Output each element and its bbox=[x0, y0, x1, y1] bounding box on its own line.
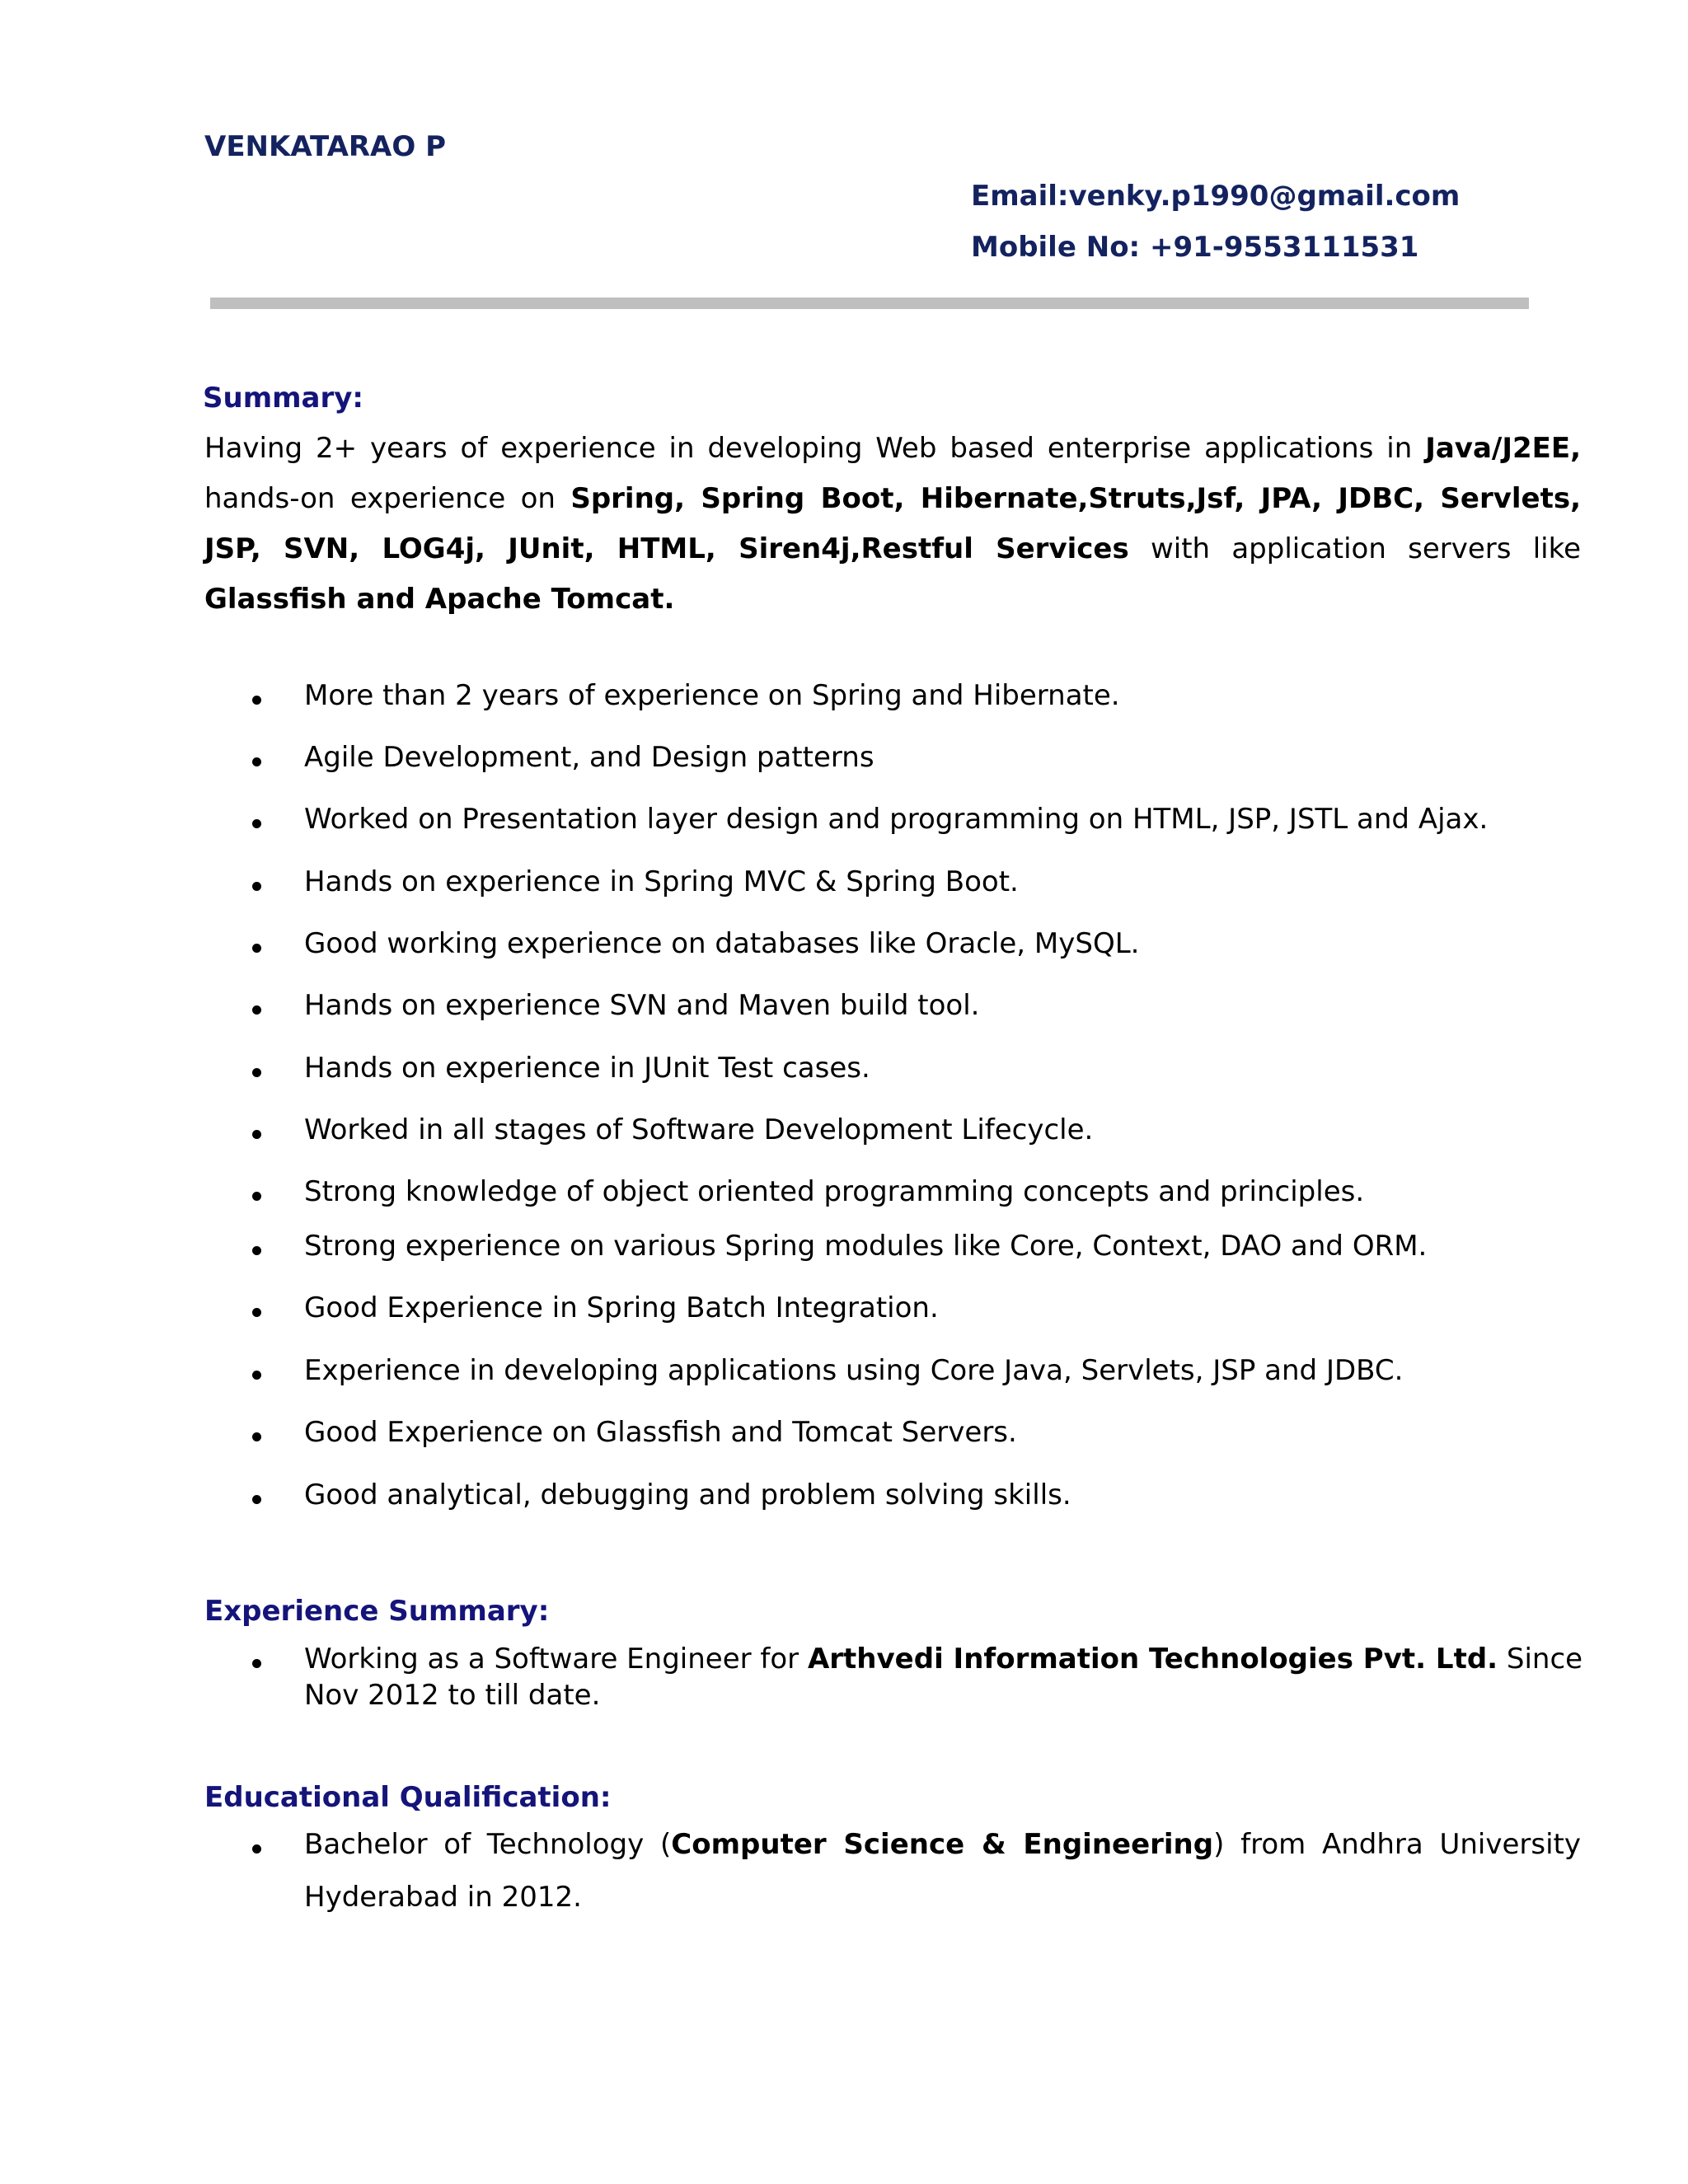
header-divider bbox=[210, 298, 1529, 309]
list-item bbox=[0, 1354, 1688, 1394]
bullet-icon bbox=[252, 1130, 261, 1139]
experience-text: Since bbox=[1498, 1643, 1583, 1675]
summary-text: with application servers like bbox=[1128, 532, 1581, 565]
education-line-2: Hyderabad in 2012. bbox=[304, 1881, 582, 1914]
bullet-icon bbox=[252, 1246, 261, 1255]
bullet-icon bbox=[252, 1432, 261, 1441]
bullet-icon bbox=[252, 819, 261, 828]
list-item bbox=[0, 1175, 1688, 1215]
summary-line-2 bbox=[204, 474, 1581, 524]
list-item-text: Agile Development, and Design patterns bbox=[304, 741, 874, 774]
summary-line-1 bbox=[204, 424, 1581, 474]
bullet-icon bbox=[252, 944, 261, 953]
contact-email: Email:venky.p1990@gmail.com bbox=[971, 180, 1461, 213]
candidate-name: VENKATARAO P bbox=[204, 130, 447, 163]
list-item bbox=[0, 989, 1688, 1029]
list-item bbox=[0, 1479, 1688, 1518]
summary-heading: Summary: bbox=[203, 382, 364, 415]
list-item-text: Good analytical, debugging and problem solving skills. bbox=[304, 1479, 1071, 1511]
list-item-text: Worked on Presentation layer design and programming on HTML, JSP, JSTL and Ajax. bbox=[304, 803, 1489, 836]
list-item bbox=[0, 741, 1688, 780]
company-name: Arthvedi Information Technologies Pvt. Ltd. bbox=[807, 1643, 1498, 1675]
education-heading: Educational Qualification: bbox=[204, 1781, 612, 1814]
bullet-icon bbox=[252, 1495, 261, 1504]
bullet-icon bbox=[252, 1005, 261, 1015]
list-item bbox=[0, 1291, 1688, 1331]
bullet-icon bbox=[252, 696, 261, 705]
list-item-text: Worked in all stages of Software Development Lifecycle. bbox=[304, 1113, 1094, 1146]
bullet-icon bbox=[252, 1659, 261, 1668]
education-line-1 bbox=[304, 1828, 1581, 1861]
bullet-icon bbox=[252, 1371, 261, 1380]
experience-line-1 bbox=[304, 1643, 1583, 1675]
list-item-text: Hands on experience in JUnit Test cases. bbox=[304, 1052, 870, 1085]
summary-bold-text: Glassfish and Apache Tomcat. bbox=[204, 583, 675, 616]
summary-bold-text: Spring, Spring Boot, Hibernate,Struts,Jsf, JPA, JDBC, Servlets, bbox=[570, 482, 1582, 515]
list-item bbox=[0, 803, 1688, 842]
summary-bold-text: JSP, SVN, LOG4j, JUnit, HTML, Siren4j,Restful Services bbox=[204, 532, 1129, 565]
summary-line-4 bbox=[204, 574, 1581, 625]
list-item-text: Good working experience on databases like Oracle, MySQL. bbox=[304, 927, 1140, 960]
degree-field: Computer Science & Engineering bbox=[671, 1828, 1214, 1861]
experience-line-2: Nov 2012 to till date. bbox=[304, 1679, 601, 1712]
list-item bbox=[0, 1416, 1688, 1455]
list-item bbox=[0, 927, 1688, 967]
summary-text: Having 2+ years of experience in developing Web based enterprise applications in bbox=[204, 432, 1426, 465]
experience-text: Working as a Software Engineer for bbox=[304, 1643, 808, 1675]
bullet-icon bbox=[252, 757, 261, 766]
summary-bold-text: Java/J2EE, bbox=[1425, 432, 1581, 465]
bullet-icon bbox=[252, 1844, 261, 1854]
contact-mobile: Mobile No: +91-9553111531 bbox=[971, 231, 1419, 264]
list-item-text: More than 2 years of experience on Spring and Hibernate. bbox=[304, 679, 1120, 712]
summary-text: hands-on experience on bbox=[204, 482, 571, 515]
bullet-icon bbox=[252, 1068, 261, 1077]
education-text: Bachelor of Technology ( bbox=[304, 1828, 672, 1861]
list-item bbox=[0, 1052, 1688, 1091]
bullet-icon bbox=[252, 1308, 261, 1317]
experience-heading: Experience Summary: bbox=[204, 1595, 550, 1628]
list-item-text: Strong experience on various Spring modules like Core, Context, DAO and ORM. bbox=[304, 1230, 1428, 1263]
list-item-text: Good Experience on Glassfish and Tomcat Servers. bbox=[304, 1416, 1017, 1449]
list-item bbox=[0, 1113, 1688, 1153]
list-item-text: Hands on experience in Spring MVC & Spring Boot. bbox=[304, 865, 1019, 898]
bullet-icon bbox=[252, 1192, 261, 1201]
summary-line-3 bbox=[204, 524, 1581, 574]
list-item-text: Good Experience in Spring Batch Integration. bbox=[304, 1291, 939, 1324]
bullet-icon bbox=[252, 882, 261, 891]
list-item bbox=[0, 865, 1688, 905]
list-item bbox=[0, 1230, 1688, 1269]
list-item bbox=[0, 679, 1688, 719]
list-item-text: Experience in developing applications using Core Java, Servlets, JSP and JDBC. bbox=[304, 1354, 1404, 1387]
list-item-text: Strong knowledge of object oriented programming concepts and principles. bbox=[304, 1175, 1365, 1208]
education-text: ) from Andhra University bbox=[1213, 1828, 1581, 1861]
list-item-text: Hands on experience SVN and Maven build tool. bbox=[304, 989, 980, 1022]
